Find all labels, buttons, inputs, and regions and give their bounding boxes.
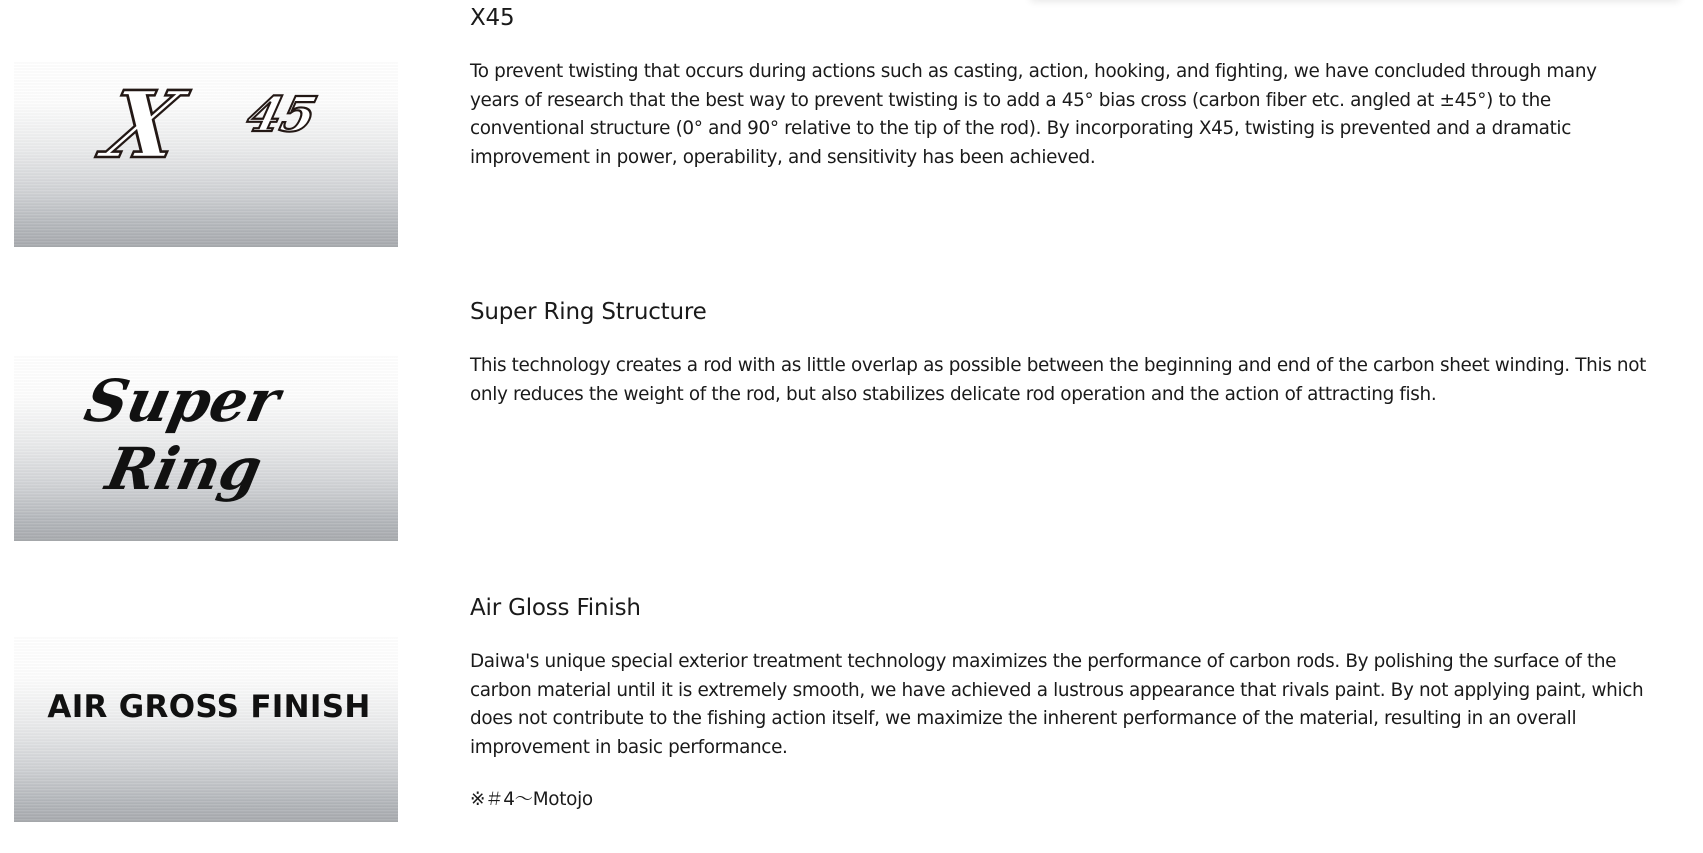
x45-description: To prevent twisting that occurs during actions such as casting, action, hooking, and fighting, we have concluded through many years of research that the best way to prevent twisting is to add a 45° bias cross (carbon fiber etc. angled at ±45°) to the conventional structure (0° and 90° relative to the tip of the rod). By incorporating X45, twisting is prevented and a dramatic improvement in power, operability, and sensitivity has been achieved. xyxy=(470,61,1597,168)
super-ring-description: This technology creates a rod with as little overlap as possible between the beginning and end of the carbon sheet winding. This not only reduces the weight of the rod, but also stabilizes delicate rod operation and the action of attracting fish. xyxy=(470,355,1647,405)
air-gloss-logo xyxy=(14,636,398,822)
tech-item-x45 xyxy=(0,0,1703,260)
air-gloss-text-block xyxy=(470,593,1650,814)
x45-logo-label: X45 xyxy=(14,61,16,62)
air-gloss-logo-text: AIR GROSS FINISH xyxy=(47,689,371,725)
x45-title: X45 xyxy=(470,5,515,31)
air-gloss-description: Daiwa's unique special exterior treatment technology maximizes the performance of carbon rods. By polishing the surface of the carbon material until it is extremely smooth, we have achieved a lustrous appearance that rivals paint. By not applying paint, which does not contribute to the fishing action itself, we maximize the inherent performance of the material, resulting in an overall improvement in basic performance. xyxy=(470,651,1644,758)
x45-logo-x: X xyxy=(94,71,193,180)
super-ring-logo xyxy=(14,355,398,541)
x45-logo xyxy=(14,61,398,247)
x45-logo-45: 45 xyxy=(241,86,323,143)
x45-text-block xyxy=(470,3,1650,172)
tech-item-air-gloss-finish xyxy=(0,585,1703,853)
super-ring-text-block xyxy=(470,297,1650,409)
super-ring-title: Super Ring Structure xyxy=(470,299,707,325)
air-gloss-note: ※＃4〜Motojo xyxy=(470,789,593,810)
air-gloss-logo-image xyxy=(14,636,398,822)
super-ring-logo-line1: Super xyxy=(79,366,286,435)
air-gloss-title: Air Gloss Finish xyxy=(470,595,641,621)
super-ring-logo-image xyxy=(14,355,398,541)
tech-item-super-ring xyxy=(0,290,1703,550)
x45-logo-image xyxy=(14,61,398,247)
super-ring-logo-line2: Ring xyxy=(100,434,269,503)
